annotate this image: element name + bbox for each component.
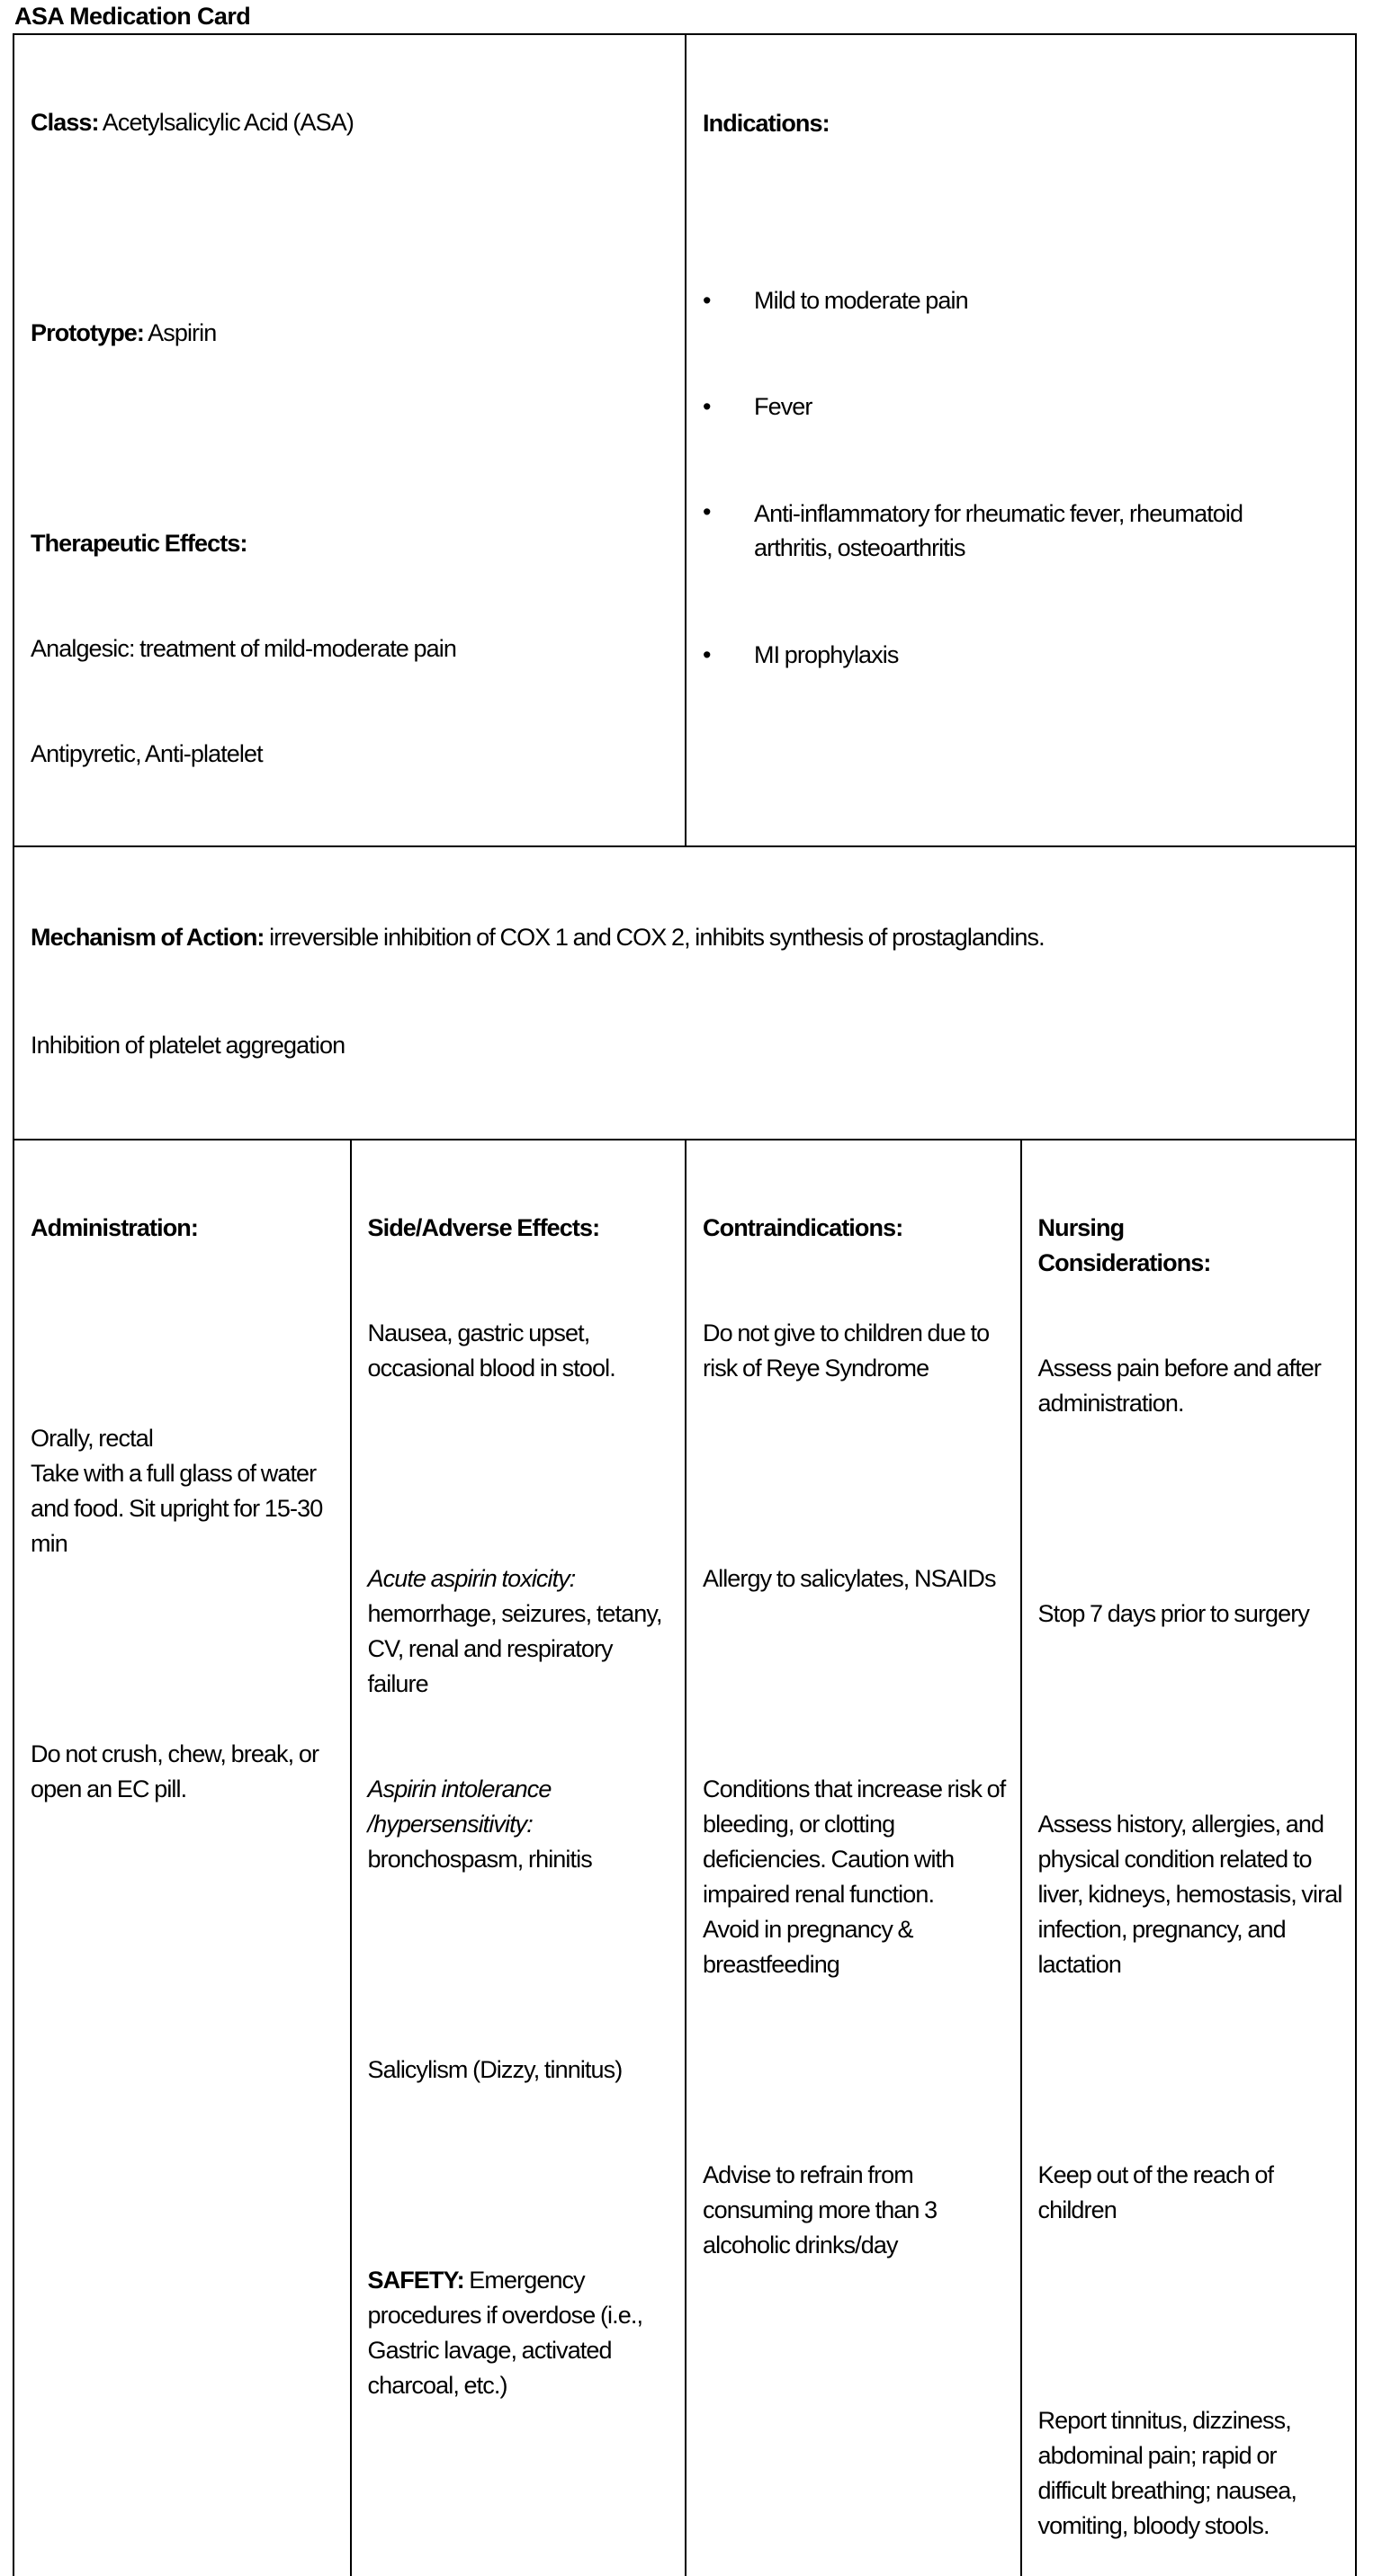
- bottom-row: [14, 1140, 1355, 2576]
- indication-text: Fever: [754, 393, 812, 420]
- safety-label: SAFETY:: [367, 2267, 464, 2294]
- mechanism-row-container: [14, 847, 1355, 1140]
- prototype-row: [31, 316, 676, 351]
- toxicity-text: hemorrhage, seizures, tetany, CV, renal and respiratory failure: [367, 1565, 668, 1697]
- side-effects-cell: [350, 1140, 686, 2576]
- drug-info-cell: [14, 35, 685, 845]
- intolerance-text: bronchospasm, rhinitis: [367, 1811, 592, 1873]
- bullet-icon: •: [703, 393, 711, 420]
- administration-warning: Do not crush, chew, break, or open an EC pill.: [31, 1740, 324, 1802]
- mechanism-line2: Inhibition of platelet aggregation: [31, 1032, 345, 1059]
- indication-text: Mild to moderate pain: [754, 287, 968, 314]
- mechanism-text: irreversible inhibition of COX 1 and COX 2, inhibits synthesis of prostaglandins.: [264, 924, 1045, 951]
- therapeutic-line: Analgesic: treatment of mild-moderate pain: [31, 635, 456, 662]
- contraindications-label: Contraindications:: [703, 1214, 903, 1241]
- nursing-stop-surgery: Stop 7 days prior to surgery: [1037, 1600, 1309, 1627]
- nursing-cell: [1020, 1140, 1356, 2576]
- indication-item: [703, 495, 1346, 567]
- toxicity-row: [368, 1561, 678, 1702]
- contraindication-children: Do not give to children due to risk of Reye Syndrome: [703, 1319, 994, 1382]
- bullet-icon: •: [703, 287, 711, 314]
- nursing-assess-history: Assess history, allergies, and physical condition related to liver, kidneys, hemostasis, viral infection, pregnancy, and lactation: [1037, 1811, 1348, 1978]
- mechanism-cell: [14, 847, 1355, 1139]
- therapeutic-line: Antipyretic, Anti-platelet: [31, 740, 263, 767]
- contraindication-bleeding: Conditions that increase risk of bleeding, or clotting deficiencies. Caution with impaired renal function. Avoid in pregnancy & breastfeeding: [703, 1775, 1006, 1978]
- safety-row: [368, 2263, 678, 2403]
- side-effects-common: Nausea, gastric upset, occasional blood in stool.: [367, 1319, 615, 1382]
- nursing-keep-away: Keep out of the reach of children: [1037, 2161, 1279, 2223]
- indications-label: Indications:: [703, 110, 830, 137]
- class-value: Acetylsalicylic Acid (ASA): [98, 109, 354, 136]
- toxicity-label: Acute aspirin toxicity:: [367, 1565, 576, 1592]
- top-row: [14, 35, 1355, 847]
- medication-card: [13, 33, 1357, 2576]
- administration-cell: [14, 1140, 350, 2576]
- bullet-icon: •: [703, 641, 711, 668]
- intolerance-row: [368, 1772, 678, 1877]
- page-title: ASA Medication Card: [14, 3, 251, 30]
- safety-text: Emergency procedures if overdose (i.e., Gastric lavage, activated charcoal, etc.): [367, 2267, 648, 2399]
- indication-text: Anti-inflammatory for rheumatic fever, rheumatoid arthritis, osteoarthritis: [754, 500, 1248, 561]
- intolerance-label: Aspirin intolerance /hypersensitivity:: [367, 1775, 557, 1838]
- nursing-label: Nursing Considerations:: [1037, 1214, 1211, 1276]
- bullet-icon: •: [703, 498, 711, 525]
- indications-list: [703, 212, 1346, 743]
- indication-text: MI prophylaxis: [754, 641, 899, 668]
- prototype-label: Prototype:: [31, 319, 145, 346]
- mechanism-label: Mechanism of Action:: [31, 924, 265, 951]
- indication-item: [703, 637, 1346, 673]
- indication-item: [703, 389, 1346, 425]
- administration-label: Administration:: [31, 1214, 198, 1241]
- prototype-value: Aspirin: [144, 319, 217, 346]
- nursing-report: Report tinnitus, dizziness, abdominal pain; rapid or difficult breathing; nausea, vomiting, bloody stools.: [1037, 2407, 1302, 2539]
- contraindication-allergy: Allergy to salicylates, NSAIDs: [703, 1565, 996, 1592]
- therapeutic-label: Therapeutic Effects:: [31, 530, 247, 557]
- class-label: Class:: [31, 109, 99, 136]
- salicylism: Salicylism (Dizzy, tinnitus): [367, 2056, 623, 2083]
- indications-cell: [685, 35, 1355, 845]
- contraindications-cell: [685, 1140, 1020, 2576]
- indication-item: [703, 282, 1346, 318]
- class-row: [31, 105, 676, 140]
- mechanism-row: [31, 919, 1344, 955]
- contraindication-alcohol: Advise to refrain from consuming more than 3 alcoholic drinks/day: [703, 2161, 942, 2258]
- side-effects-label: Side/Adverse Effects:: [367, 1214, 600, 1241]
- administration-route: Orally, rectal Take with a full glass of water and food. Sit upright for 15-30 min: [31, 1425, 323, 1557]
- nursing-assess-pain: Assess pain before and after administration.: [1037, 1355, 1326, 1417]
